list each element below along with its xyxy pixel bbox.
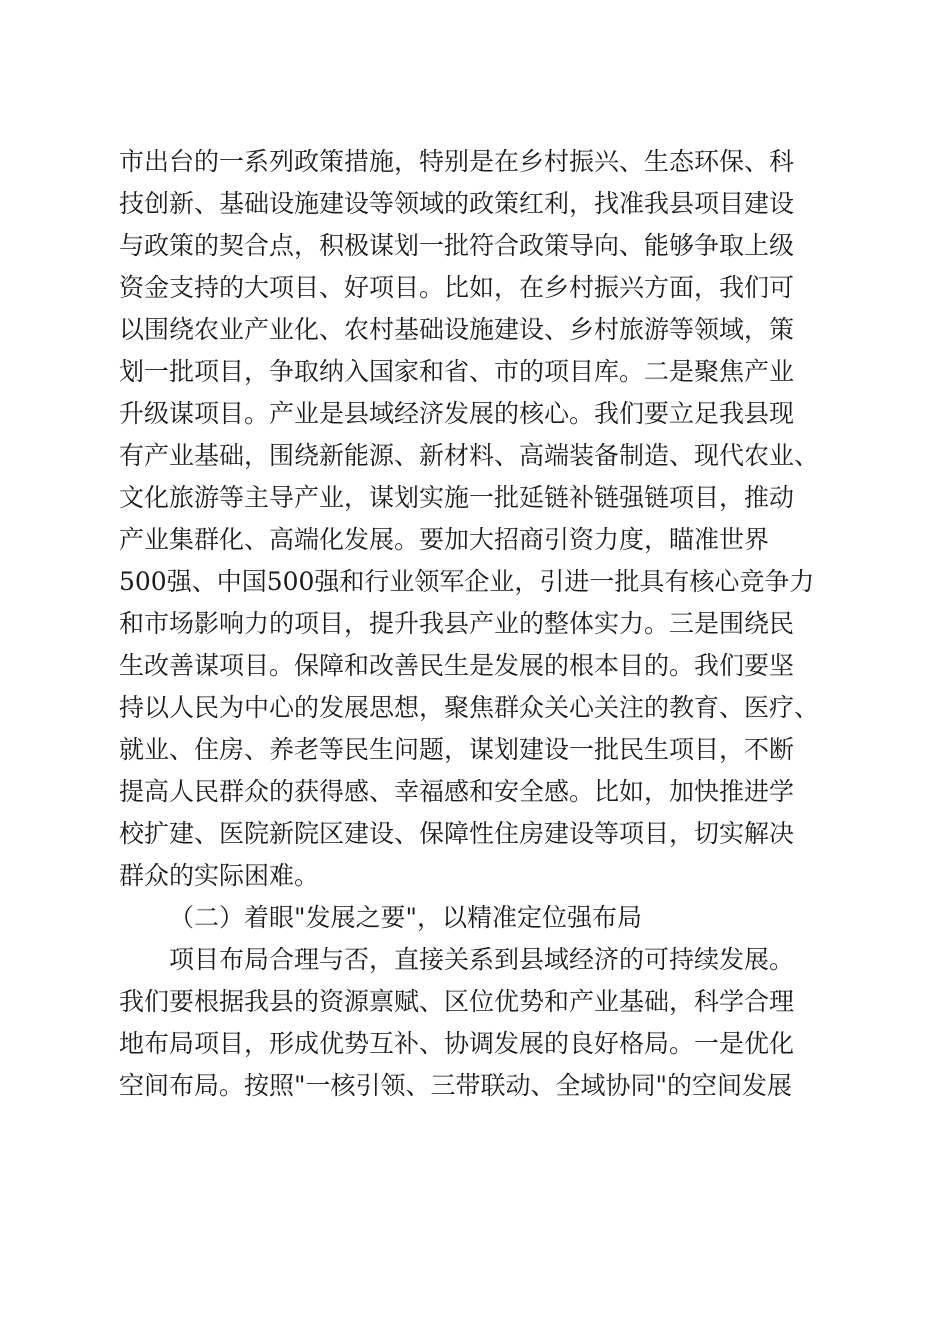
body-line: 空间布局。按照"一核引领、三带联动、全域协同"的空间发展 [119, 1071, 793, 1100]
body-line: 就业、住房、养老等民生问题，谋划建设一批民生项目，不断 [119, 735, 795, 764]
body-line: 技创新、基础设施建设等领域的政策红利，找准我县项目建设 [119, 189, 795, 218]
body-line: 500强、中国500强和行业领军企业，引进一批具有核心竞争力 [119, 567, 815, 596]
body-line: 市出台的一系列政策措施，特别是在乡村振兴、生态环保、科 [119, 147, 795, 176]
body-line: 我们要根据我县的资源禀赋、区位优势和产业基础，科学合理 [119, 987, 795, 1016]
body-line: 划一批项目，争取纳入国家和省、市的项目库。二是聚焦产业 [119, 357, 795, 386]
body-line: 与政策的契合点，积极谋划一批符合政策导向、能够争取上级 [119, 231, 795, 260]
section-heading: （二）着眼"发展之要"，以精准定位强布局 [169, 903, 642, 932]
body-line: 和市场影响力的项目，提升我县产业的整体实力。三是围绕民 [119, 609, 795, 638]
body-line: 产业集群化、高端化发展。要加大招商引资力度，瞄准世界 [119, 525, 770, 554]
body-line: 持以人民为中心的发展思想，聚焦群众关心关注的教育、医疗、 [119, 693, 820, 722]
body-line: 项目布局合理与否，直接关系到县域经济的可持续发展。 [169, 945, 795, 974]
body-line: 文化旅游等主导产业，谋划实施一批延链补链强链项目，推动 [119, 483, 795, 512]
document-body [119, 141, 844, 1107]
body-line: 资金支持的大项目、好项目。比如，在乡村振兴方面，我们可 [119, 273, 795, 302]
body-line: 群众的实际困难。 [119, 861, 320, 890]
body-line: 以围绕农业产业化、农村基础设施建设、乡村旅游等领域，策 [119, 315, 795, 344]
body-line: 校扩建、医院新院区建设、保障性住房建设等项目，切实解决 [119, 819, 795, 848]
body-line: 地布局项目，形成优势互补、协调发展的良好格局。一是优化 [119, 1029, 795, 1058]
body-line: 生改善谋项目。保障和改善民生是发展的根本目的。我们要坚 [119, 651, 795, 680]
body-line: 升级谋项目。产业是县域经济发展的核心。我们要立足我县现 [119, 399, 795, 428]
body-line: 有产业基础，围绕新能源、新材料、高端装备制造、现代农业、 [119, 441, 820, 470]
body-line: 提高人民群众的获得感、幸福感和安全感。比如，加快推进学 [119, 777, 795, 806]
